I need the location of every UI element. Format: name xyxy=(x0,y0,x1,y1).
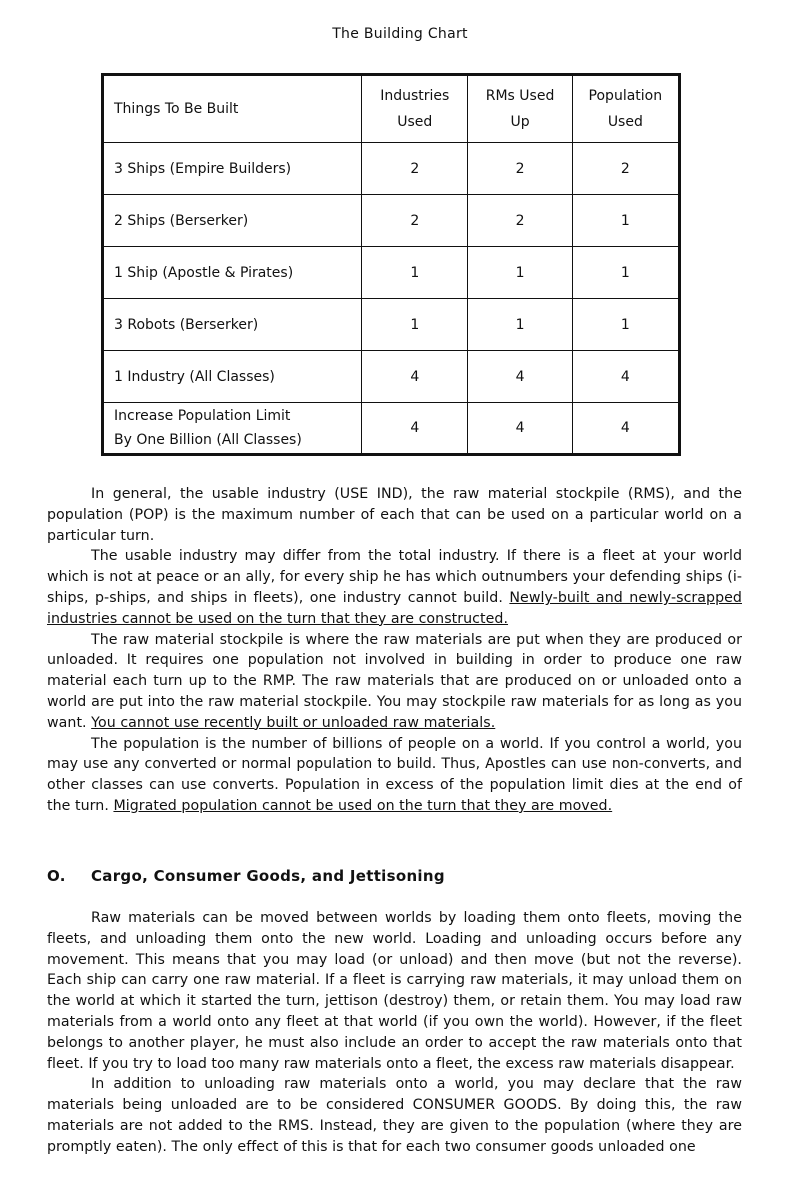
cell-industries: 2 xyxy=(362,195,468,247)
underlined-rule: You cannot use recently built or unloaded raw materials. xyxy=(91,714,496,731)
cell-rms: 2 xyxy=(468,195,572,247)
cell-rms: 1 xyxy=(468,299,572,351)
paragraph: In general, the usable industry (USE IND), the raw material stockpile (RMS), and the population (POP) is the maximum number of each that can be used on a particular world on a particular turn. xyxy=(47,486,742,544)
cell-population: 4 xyxy=(572,351,679,403)
cell-industries: 1 xyxy=(362,247,468,299)
table-row xyxy=(103,195,680,247)
header-population-line2: Used xyxy=(607,114,643,130)
cell-population: 1 xyxy=(572,247,679,299)
header-population-line1: Population xyxy=(588,88,663,104)
underlined-rule: Newly-built and newly-scrapped industries cannot be used on the turn that they are constructed. xyxy=(47,589,742,627)
paragraph-text: The population is the number of billions of people on a world. If you control a world, you may use any converted or normal population to build. Thus, Apostles can use non-converts, and other classes can use converts. Population in excess of the population limit dies at the end of the turn. xyxy=(47,735,742,814)
cell-thing: 3 Ships (Empire Builders) xyxy=(103,143,362,195)
paragraph xyxy=(47,546,742,629)
cell-population: 1 xyxy=(572,195,679,247)
cell-rms: 1 xyxy=(468,247,572,299)
section-letter: O. xyxy=(47,867,66,885)
building-chart-table xyxy=(101,73,681,456)
cell-industries: 4 xyxy=(362,351,468,403)
cell-thing: 2 Ships (Berserker) xyxy=(103,195,362,247)
header-industries-line2: Used xyxy=(397,114,433,130)
paragraph: In addition to unloading raw materials onto a world, you may declare that the raw materials being unloaded are to be considered CONSUMER GOODS. By doing this, the raw materials are not added to the RMS. Instead, they are given to the population (where they are promptly eaten). The only effect of this is that for each two consumer goods unloaded one xyxy=(47,1076,742,1155)
page-title: The Building Chart xyxy=(332,26,468,42)
cell-thing: 3 Robots (Berserker) xyxy=(103,299,362,351)
paragraph: Raw materials can be moved between worlds by loading them onto fleets, moving the fleets, and unloading them onto the new world. Loading and unloading occurs before any movement. This means that you may load (or unload) and then move (but not the reverse). Each ship can carry one raw material. If a fleet is carrying raw materials, it may unload them on the world at which it started the turn, jettison (destroy) them, or retain them. You may load raw materials from a world onto any fleet at that world (if you own the world). However, if the fleet belongs to another player, he must also include an order to accept the raw materials onto that fleet. If you try to load too many raw materials onto a fleet, the excess raw materials disappear. xyxy=(47,910,742,1072)
paragraph xyxy=(47,630,742,734)
cell-thing: 1 Industry (All Classes) xyxy=(103,351,362,403)
cell-population: 1 xyxy=(572,299,679,351)
cell-rms: 4 xyxy=(468,351,572,403)
cell-industries: 1 xyxy=(362,299,468,351)
section-title: Cargo, Consumer Goods, and Jettisoning xyxy=(91,867,445,885)
cell-thing-line1: Increase Population Limit xyxy=(114,408,291,424)
cell-thing-line2: By One Billion (All Classes) xyxy=(114,432,302,448)
header-industries-used xyxy=(362,75,468,143)
section-heading xyxy=(47,867,445,885)
cell-industries: 2 xyxy=(362,143,468,195)
header-rms-used-up xyxy=(468,75,572,143)
cell-thing: 1 Ship (Apostle & Pirates) xyxy=(103,247,362,299)
paragraph-text: The raw material stockpile is where the raw materials are put when they are produced or unloaded. It requires one population not involved in building in order to produce one raw material each turn up to the RMP. The raw materials that are produced on or unloaded onto a world are put into the raw material stockpile. You may stockpile raw materials for as long as you want. xyxy=(47,631,742,731)
header-things-to-be-built: Things To Be Built xyxy=(103,75,362,143)
table-row xyxy=(103,351,680,403)
header-rms-line2: Up xyxy=(510,114,530,130)
cell-population: 2 xyxy=(572,143,679,195)
cell-rms: 2 xyxy=(468,143,572,195)
body-text-upper xyxy=(47,484,742,817)
paragraph xyxy=(47,734,742,817)
cell-thing xyxy=(103,403,362,455)
paragraph-text: The usable industry may differ from the total industry. If there is a fleet at your world which is not at peace or an ally, for every ship he has which outnumbers your defending ships (i-ships, p-ships, and ships in fleets), one industry cannot build. xyxy=(47,548,742,606)
cell-population: 4 xyxy=(572,403,679,455)
underlined-rule: Migrated population cannot be used on the turn that they are moved. xyxy=(113,797,613,814)
header-population-used xyxy=(572,75,679,143)
table-header-row xyxy=(103,75,680,143)
table-row xyxy=(103,299,680,351)
table-row xyxy=(103,143,680,195)
table-row xyxy=(103,247,680,299)
table-row xyxy=(103,403,680,455)
header-rms-line1: RMs Used xyxy=(485,88,555,104)
cell-rms: 4 xyxy=(468,403,572,455)
body-text-lower xyxy=(47,908,742,1158)
cell-industries: 4 xyxy=(362,403,468,455)
header-industries-line1: Industries xyxy=(380,88,450,104)
